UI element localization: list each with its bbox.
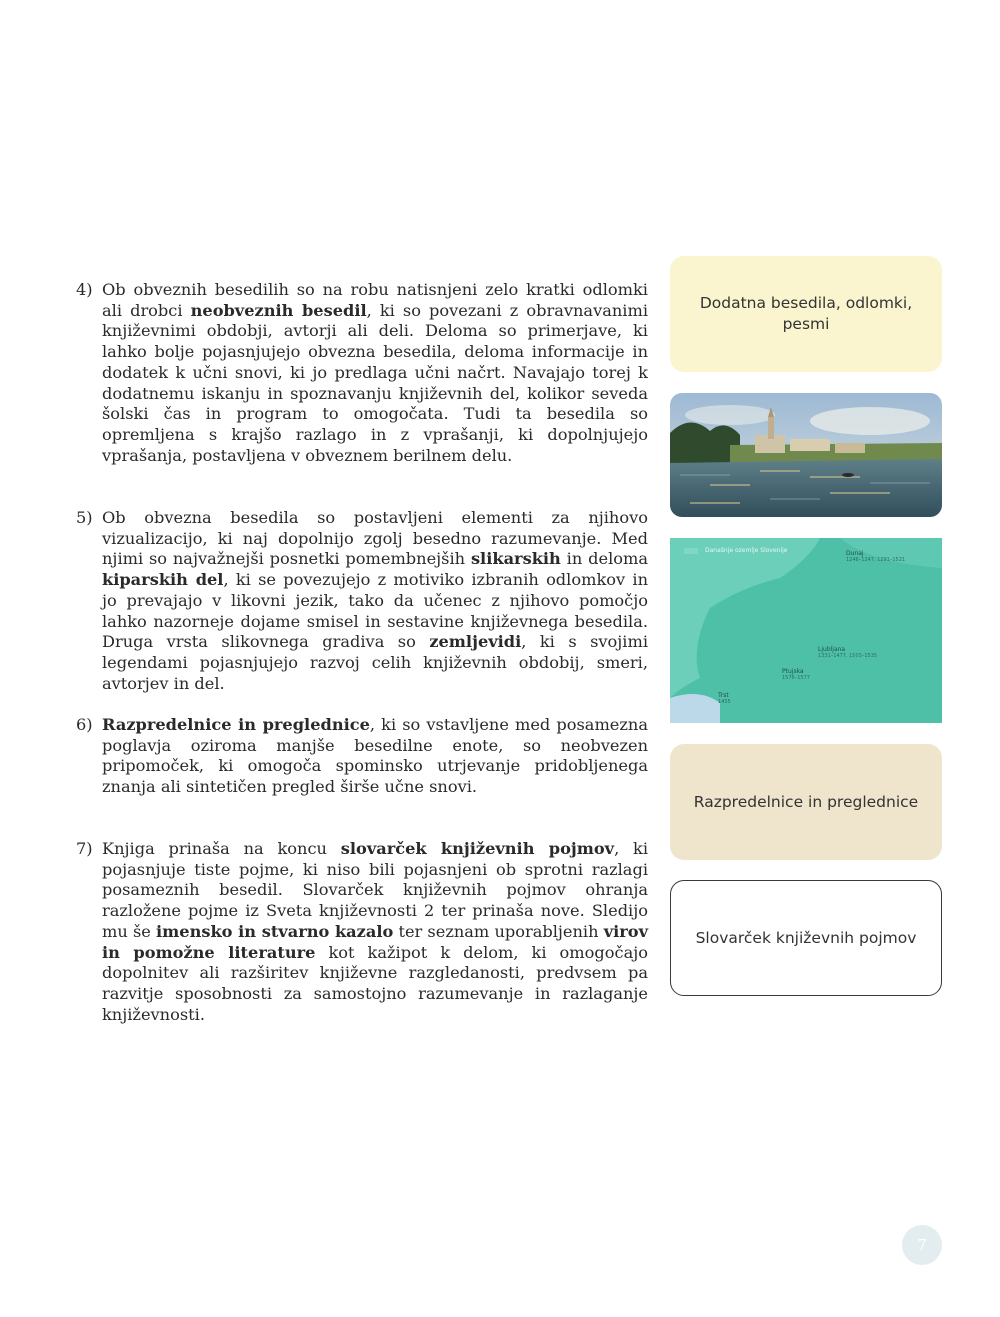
city-dates: 1576–1577	[782, 675, 810, 681]
text-run: Ob obvezna besedila so postavljeni elementi za njihovo vizualizacijo, ki naj dopolnijo zgolj besedno razumevanje. Med njimi so najvažnejši posnetki pomembnejših	[102, 508, 648, 569]
city-dates: 1246–1247, 1291–1521	[846, 557, 906, 563]
text-run: , ki s svojimi legendami pojasnjujejo razvoj celih književnih obdobij, smeri, avtorjev in del.	[102, 632, 648, 693]
item-number: 4)	[76, 280, 93, 299]
city-dates: 1455	[718, 699, 731, 705]
map-shapes	[670, 538, 942, 723]
landscape-painting	[670, 393, 942, 517]
map-legend	[684, 547, 787, 554]
bold-term: slikarskih	[470, 549, 561, 569]
item-text	[102, 508, 648, 694]
legend-label: Današnje ozemlje Slovenije	[705, 547, 788, 554]
map-city	[782, 668, 810, 682]
city-name: Dunaj	[846, 550, 864, 557]
text-run: , ki so vstavljene med posamezna poglavja oziroma manjše besedilne enote, so neobvezen pripomoček, ki omogoča spominsko utrjevanje pridobljenega znanja ali sintetičen pregled širše učne snovi.	[102, 715, 648, 797]
tables-box	[670, 744, 942, 860]
bold-term: virov in pomožne literature	[102, 921, 648, 962]
item-number: 5)	[76, 508, 93, 527]
list-item	[76, 280, 648, 466]
text-run: , ki pojasnjuje tiste pojme, ki niso bili pojasnjeni ob sprotni razlagi posameznih besedil. Slovarček književnih pojmov ohranja razložene pojme iz Sveta književnosti 2 ter prinaša nove. Sledijo mu še	[102, 839, 649, 941]
additional-texts-box	[670, 256, 942, 372]
text-run: ter seznam uporabljenih	[393, 921, 604, 941]
item-text	[102, 280, 648, 466]
text-run: kot kažipot k delom, ki omogočajo dopolnitev ali razširitev književne razgledanosti, predvsem pa razvitje sposobnosti za samostojno razumevanje in razlaganje književnosti.	[102, 942, 648, 1024]
map-city	[846, 550, 905, 564]
item-text	[102, 715, 648, 798]
map-city	[818, 646, 877, 660]
bold-term: slovarček književnih pojmov	[340, 839, 615, 858]
tables-label: Razpredelnice in preglednice	[693, 792, 919, 811]
list-item	[76, 839, 648, 1025]
text-run: in deloma	[560, 549, 648, 569]
legend-swatch	[684, 548, 698, 554]
city-name: Ljubljana	[818, 646, 846, 653]
list-item	[76, 508, 648, 694]
page-number: 7	[902, 1225, 942, 1265]
glossary-label: Slovarček književnih pojmov	[695, 928, 917, 947]
bold-term: Razpredelnice in preglednice	[102, 715, 370, 734]
city-dates: 1331–1477, 1503–1535	[818, 653, 878, 659]
text-run: Knjiga prinaša na koncu	[102, 839, 341, 858]
bold-term: neobveznih besedil	[190, 300, 367, 320]
bold-term: zemljevidi	[429, 632, 522, 652]
city-name: Ptujska	[782, 668, 804, 675]
text-run: , ki so povezani z obravnavanimi književnimi obdobji, avtorji ali deli. Deloma so primerjave, ki lahko bolje pojasnjujejo obvezna besedila, deloma informacije in dodatek k učni snovi, ki jo predlaga učni načrt. Navajajo torej k dodatnemu iskanju in spoznavanju književnih del, kolikor seveda šolski čas in program to omogočata. Tudi ta besedila so opremljena s krajšo razlago in z vprašanji, ki dopolnjujejo vprašanja, postavljena v obveznem berilnem delu.	[102, 300, 649, 465]
glossary-box	[670, 880, 942, 996]
bold-term: kiparskih del	[102, 570, 224, 590]
map-city	[718, 692, 731, 706]
city-name: Trst	[718, 692, 729, 699]
bold-term: imensko in stvarno kazalo	[156, 921, 394, 941]
text-run: , ki se povezujejo z motiviko izbranih odlomkov in jo prevajajo v likovni jezik, tako da učenec z njihovo pomočjo lahko nazorneje dojame smisel in sestavine književnega besedila. Druga vrsta slikovnega gradiva so	[102, 570, 648, 652]
map-image	[670, 538, 942, 723]
item-number: 7)	[76, 839, 93, 858]
text-run: Ob obveznih besedilih so na robu natisnjeni zelo kratki odlomki ali drobci	[102, 280, 648, 320]
additional-texts-label: Dodatna besedila, odlomki, pesmi	[699, 294, 913, 333]
painting-image	[670, 393, 942, 517]
item-text	[102, 839, 648, 1025]
item-number: 6)	[76, 715, 93, 734]
list-item	[76, 715, 648, 798]
